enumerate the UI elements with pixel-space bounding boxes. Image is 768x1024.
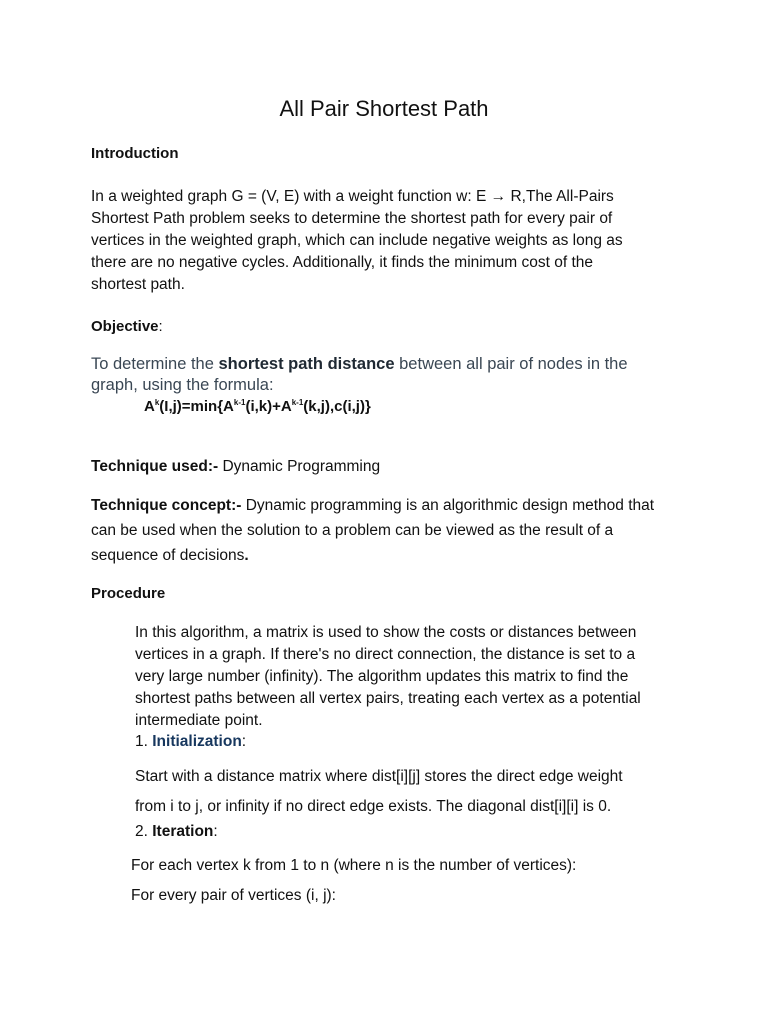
- text-line: In this algorithm, a matrix is used to show the costs or distances between: [135, 624, 637, 641]
- step-1-description: [135, 762, 623, 822]
- objective-text-pre: To determine the: [91, 355, 219, 373]
- technique-concept: [91, 493, 654, 568]
- technique-used-value: Dynamic Programming: [218, 458, 381, 475]
- formula-superscript: k-1: [233, 398, 246, 407]
- technique-concept-text: Dynamic programming is an algorithmic design method that: [241, 497, 655, 514]
- text-line: For every pair of vertices (i, j):: [131, 887, 336, 904]
- step-1-heading: [135, 733, 246, 751]
- step-colon: :: [241, 733, 247, 750]
- objective-colon: :: [158, 318, 163, 335]
- step-colon: :: [213, 823, 218, 840]
- step-2-heading: [135, 823, 218, 841]
- procedure-paragraph: [135, 622, 641, 732]
- formula-text: (I,j)=min{A: [159, 398, 234, 415]
- technique-concept-period: .: [244, 547, 249, 564]
- text-line: shortest path.: [91, 276, 185, 293]
- technique-used: [91, 458, 380, 476]
- text-line: [91, 354, 628, 375]
- technique-concept-label: Technique concept:-: [91, 497, 242, 514]
- step-2-label: Iteration: [152, 823, 214, 840]
- text-line: shortest paths between all vertex pairs, treating each vertex as a potential: [135, 690, 641, 707]
- text-line: For each vertex k from 1 to n (where n is the number of vertices):: [131, 857, 577, 874]
- objective-heading: [91, 318, 163, 335]
- technique-used-label: Technique used:-: [91, 458, 219, 475]
- text-line: Shortest Path problem seeks to determine the shortest path for every pair of: [91, 210, 613, 227]
- introduction-heading: Introduction: [91, 145, 179, 162]
- text-line: can be used when the solution to a problem can be viewed as the result of a: [91, 522, 614, 539]
- text-line: [91, 543, 654, 568]
- formula-text: A: [144, 398, 155, 415]
- text-line: very large number (infinity). The algorithm updates this matrix to find the: [135, 668, 629, 685]
- formula-superscript: k-1: [291, 398, 304, 407]
- technique-concept-end: sequence of decisions: [91, 547, 245, 564]
- objective-text-post: between all pair of nodes in the: [394, 355, 628, 373]
- text-line: graph, using the formula:: [91, 376, 274, 394]
- procedure-heading: Procedure: [91, 585, 166, 602]
- introduction-paragraph: [91, 186, 623, 296]
- formula: [144, 398, 371, 415]
- text-line: from i to j, or infinity if no direct edge exists. The diagonal dist[i][i] is 0.: [135, 798, 612, 815]
- text-line: [91, 493, 654, 518]
- text-line: there are no negative cycles. Additionally, it finds the minimum cost of the: [91, 254, 593, 271]
- step-2-description: [131, 851, 576, 911]
- step-1-label: Initialization: [152, 733, 242, 750]
- text-line: vertices in the weighted graph, which can include negative weights as long as: [91, 232, 623, 249]
- text-line: vertices in a graph. If there's no direct connection, the distance is set to a: [135, 646, 636, 663]
- formula-superscript: k: [154, 398, 160, 407]
- text-line: Start with a distance matrix where dist[i][j] stores the direct edge weight: [135, 768, 623, 785]
- page-title: All Pair Shortest Path: [279, 96, 489, 121]
- objective-emphasis: shortest path distance: [218, 355, 395, 373]
- text-line: intermediate point.: [135, 712, 263, 729]
- text-line: In a weighted graph G = (V, E) with a weight function w: E → R,The All-Pairs: [91, 188, 614, 205]
- formula-text: (i,k)+A: [245, 398, 292, 415]
- step-number: 1.: [135, 733, 153, 750]
- step-number: 2.: [135, 823, 153, 840]
- formula-text: (k,j),c(i,j)}: [303, 398, 371, 415]
- objective-paragraph: [91, 354, 628, 396]
- objective-label: Objective: [91, 318, 159, 335]
